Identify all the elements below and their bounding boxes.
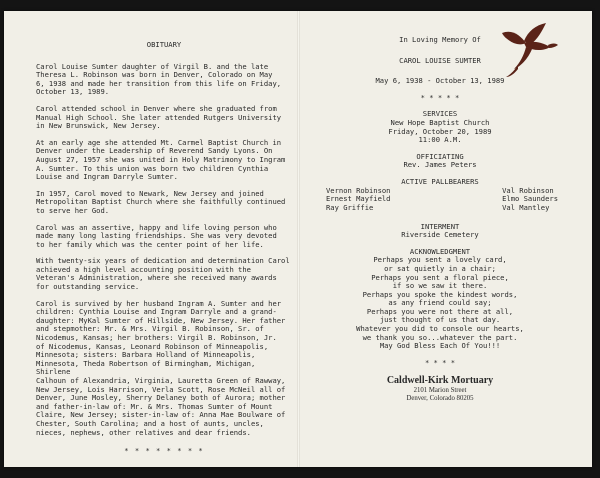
memorial-column [322,36,558,403]
obituary-title: OBITUARY [146,40,182,49]
poem-line: Perhaps you were not there at all, [366,306,514,316]
mortuary-name: Caldwell-Kirk Mortuary [386,375,494,387]
obituary-column [36,11,292,456]
pallbearers-left [326,187,391,213]
acknowledgment-heading: ACKNOWLEDGMENT [409,246,471,256]
interment-heading: INTERMENT [420,221,460,231]
life-dates: May 6, 1938 - October 13, 1989 [375,76,505,86]
mortuary-city: Denver, Colorado 80205 [406,395,474,403]
obituary-paragraph: At an early age she attended Mt. Carmel Baptist Church in Denver under the Leadership of Reverend Sandy Lyons. On August 27, 1957 she was united in Holy Matrimony to Ingram A. Sumter. To this union was born two children Cynthia Louise and Ingram Darryle Sumter. [36,137,286,182]
officiating-name: Rev. James Peters [403,160,477,170]
poem-line: if so we saw it there. [392,281,488,291]
poem-line: Perhaps you spoke the kindest words, [362,289,518,299]
poem-line: Perhaps you sent a lovely card, [373,255,507,265]
obituary-paragraph: Carol attended school in Denver where she graduated from Manual High School. She later attended Rutgers University in New Brunswick, New Jersey. [36,103,282,131]
pallbearer: Val Mantley [502,202,550,212]
poem-line: or sat quietly in a chair; [384,263,496,273]
obituary-paragraph: Carol was an assertive, happy and life loving person who made many long lasting friendships. She was very devoted to her family which was the center point of her life. [36,222,277,249]
services-time: 11:00 A.M. [418,135,462,145]
obituary-paragraph: Carol Louise Sumter daughter of Virgil B. and the late Theresa L. Robinson was born in Denver, Colorado on May 6, 1938 and made her transition from this life on Friday, October 13, 1989. [36,61,282,97]
services-church: New Hope Baptist Church [390,117,490,127]
deceased-name: CAROL LOUISE SUMTER [399,55,481,65]
divider-stars: * * * * [424,357,456,367]
officiating-heading: OFFICIATING [416,151,464,161]
poem-line: Whatever you did to console our hearts, [356,324,524,334]
poem-line: we thank you so...whatever the part. [362,332,518,342]
memory-heading: In Loving Memory Of [399,35,481,44]
obituary-paragraph: Carol is survived by her husband Ingram A. Sumter and her children: Cynthia Louise and Ingram Darryle and a grand- daughter: MyKal Sumter of Hillside, New Jersey. Her father and stepmother: Mr. & Mrs. Virgil B. Robinson, Sr. of Nicodemus, Kansas; her brothers: Virgil B. Robinson, Jr. of Nicodemus, Kansas, Leonard Robinson of Minneapolis, Minnesota; sisters: Barbara Holland of Minneapolis, Minnesota, Theda Robertson of Birmingham, Michigan, Shirlene Calhoun of Alexandria, Virginia, Lauretta Green of Rawway, New Jersey, Lois Harrison, Verla Scott, Rose McNeil all of Denver, June Mosley, Sherry Delaney both of Aurora; mother and father-in-law of: Mr. & Mrs. Thomas Sumter of Mount Claire, New Jersey; sister-in-law of: Anna Mae Boulware of Chester, South Carolina; and a host of aunts, uncles, nieces, nephews, other relatives and dear friends. [36,298,286,437]
pallbearer: Vernon Robinson [326,185,391,195]
pallbearers-right [502,187,558,213]
page-fold [297,11,300,467]
poem-line: Perhaps you sent a floral piece, [371,272,509,282]
poem-line: as any friend could say; [388,298,492,308]
pallbearers-heading: ACTIVE PALLBEARERS [401,176,479,186]
obituary-stars: * * * * * * * * [124,446,204,456]
obituary-paragraph: With twenty-six years of dedication and determination Carol achieved a high level accounting position with the Veteran's Administration, where she received many awards for outstanding service. [36,256,290,292]
poem-line: just thought of us that day. [379,315,501,325]
pallbearer: Elmo Saunders [502,194,558,204]
obituary-paragraph: In 1957, Carol moved to Newark, New Jersey and joined Metropolitan Baptist Church where she faithfully continued to serve her God. [36,188,286,215]
pallbearer: Ray Griffie [326,202,374,212]
pallbearer: Ernest Mayfield [326,194,391,204]
interment-place: Riverside Cemetery [401,230,479,240]
dove-icon [498,19,562,83]
services-date: Friday, October 20, 1989 [388,126,492,136]
pallbearers-list [322,187,558,223]
divider-stars: * * * * * [420,92,460,102]
pallbearer: Val Robinson [502,185,554,195]
services-heading: SERVICES [422,109,458,119]
mortuary-street: 2101 Marion Street [413,387,467,395]
acknowledgment-poem [322,256,558,351]
poem-line: May God Bless Each Of You!!! [379,341,501,351]
